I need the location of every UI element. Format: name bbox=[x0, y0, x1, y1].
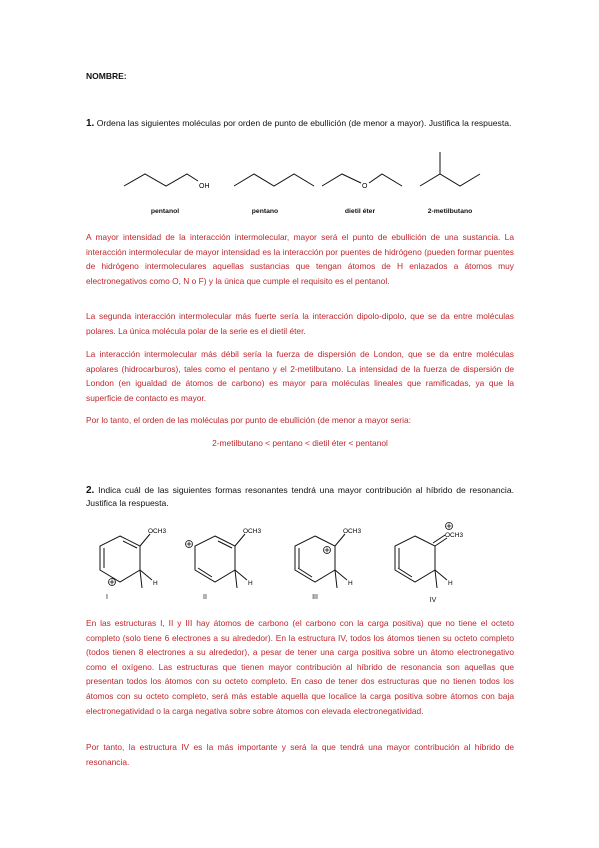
structure-4-h-label: H bbox=[448, 580, 453, 587]
structure-1-h-label: H bbox=[153, 580, 158, 587]
question-1-number: 1. bbox=[86, 118, 95, 129]
q1-answer-paragraph-1: A mayor intensidad de la interacción intermolecular, mayor será el punto de ebullición de una sustancia. La interacción intermolecular de mayor intensidad es la interacción por puentes de hidrógeno (pueden formar puentes de hidrógeno intermoleculares aquellas sustancias que tengan átomos de H enlazados a átomos muy electronegativos como O, N o F) y la única que cumple el requisito es el pentanol. bbox=[86, 232, 514, 286]
dietil-eter-o-label: O bbox=[362, 183, 368, 190]
question-2 bbox=[86, 484, 514, 509]
structure-label-3: III bbox=[312, 594, 318, 601]
structure-label-1: I bbox=[106, 594, 108, 601]
structure-3-och3-label: OCH3 bbox=[343, 528, 362, 535]
structure-1-och3-label: OCH3 bbox=[148, 528, 167, 535]
q1-boiling-order: 2-metilbutano < pentano < dietil éter < pentanol bbox=[212, 438, 388, 448]
pentano-structure bbox=[234, 174, 314, 186]
dietil-eter-right-chain bbox=[369, 174, 402, 186]
resonance-structure-3 bbox=[295, 528, 361, 588]
question-1-prompt: Ordena las siguientes moléculas por orden de punto de ebullición (de menor a mayor). Justifica la respuesta. bbox=[96, 118, 512, 128]
structure-3-h-label: H bbox=[348, 580, 353, 587]
q1-answer-paragraph-4: Por lo tanto, el orden de las moléculas por punto de ebullición (de menor a mayor seria: bbox=[86, 415, 411, 425]
pentanol-oh-label: OH bbox=[199, 183, 210, 190]
q2-resonance-figure bbox=[80, 518, 520, 610]
question-2-number: 2. bbox=[86, 485, 95, 496]
q1-answer-paragraph-3: La interacción intermolecular más débil sería la fuerza de dispersión de London, que se da entre moléculas apolares (hidrocarburos), tales como el pentano y el 2-metilbutano. La intensidad de la fuerza de dispersión de London (en igualdad de átomos de carbono) es mayor para moléculas lineales que ramificadas, ya que la superficie de contacto es mayor. bbox=[86, 349, 514, 403]
name-label: NOMBRE: bbox=[86, 71, 127, 81]
question-1 bbox=[86, 117, 514, 130]
resonance-structure-4 bbox=[395, 523, 463, 589]
molecule-label-pentanol: pentanol bbox=[150, 208, 180, 215]
question-2-prompt: Indica cuál de las siguientes formas resonantes tendrá una mayor contribución al híbrido de resonancia. Justifica la respuesta. bbox=[86, 485, 514, 508]
structure-4-och3-label: OCH3 bbox=[445, 532, 464, 539]
structure-label-2: II bbox=[203, 594, 207, 601]
molecule-label-dietil-eter: dietil éter bbox=[344, 208, 376, 215]
metilbutano-structure bbox=[420, 174, 480, 186]
q1-molecules-figure bbox=[110, 150, 490, 200]
structure-label-4: IV bbox=[429, 597, 437, 604]
molecule-label-pentano: pentano bbox=[251, 208, 279, 215]
structure-2-h-label: H bbox=[248, 580, 253, 587]
q1-answer-paragraph-2: La segunda interacción intermolecular más fuerte sería la interacción dipolo-dipolo, que se da entre moléculas polares. La única molécula polar de la serie es el dietil éter. bbox=[86, 311, 514, 336]
pentanol-structure bbox=[124, 174, 198, 186]
structure-2-och3-label: OCH3 bbox=[243, 528, 262, 535]
q2-answer-paragraph-1: En las estructuras I, II y III hay átomos de carbono (el carbono con la carga positiva) que no tiene el octeto completo (solo tiene 6 electrones a su alrededor). En la estructura IV, todos los átomos tienen su octeto completo (todos tienen 8 electrones a su alrededor), a pesar de tener una carga positiva sobre un átomo electronegativo como el oxígeno. Las estructuras que tienen mayor contribución al híbrido de resonancia son aquellas que presentan todos los átomos con su octeto completo. En caso de tener dos estructuras que no tienen todos los átomos con su octeto completo, será más estable aquella que localice la carga positiva sobre átomos con baja electronegatividad o la carga negativa sobre sobre átomos con elevada electronegatividad. bbox=[86, 618, 514, 716]
molecule-label-2-metilbutano: 2-metilbutano bbox=[427, 208, 473, 215]
q2-answer-paragraph-2: Por tanto, la estructura IV es la más importante y será la que tendrá una mayor contribución al híbrido de resonancia. bbox=[86, 742, 514, 767]
resonance-structure-2 bbox=[186, 528, 262, 588]
resonance-structure-1 bbox=[100, 528, 166, 588]
dietil-eter-left-chain bbox=[322, 174, 361, 186]
